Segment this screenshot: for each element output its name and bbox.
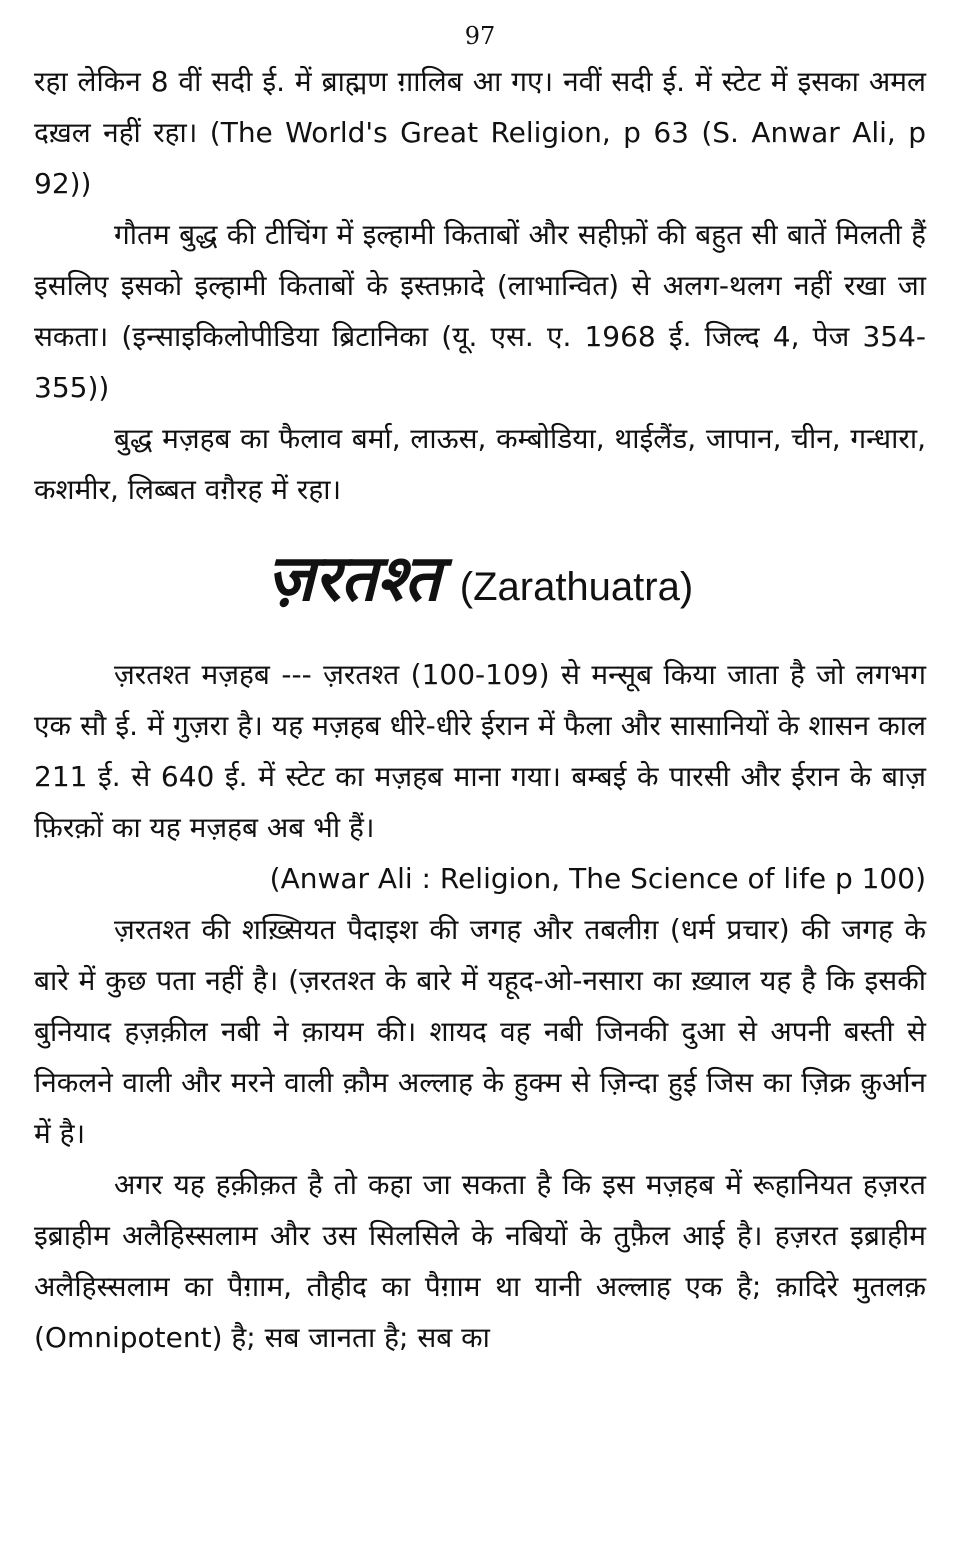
paragraph-3: बुद्ध मज़हब का फैलाव बर्मा, लाऊस, कम्बोडिया, थाईलैंड, जापान, चीन, गन्धारा, कशमीर, लिब्बत वग़ैरह में रहा। — [34, 422, 926, 506]
section-heading-hindi: ज़रतश्त — [266, 541, 441, 616]
paragraph-1: रहा लेकिन 8 वीं सदी ई. में ब्राह्मण ग़ालिब आ गए। नवीं सदी ई. में स्टेट में इसका अमल दख़ल नहीं रहा। (The World's Great Religion, p 63 (S. Anwar Ali, p 92)) — [34, 65, 926, 200]
paragraph-4: ज़रतश्त मज़हब --- ज़रतश्त (100-109) से मन्सूब किया जाता है जो लगभग एक सौ ई. में गुज़रा है। यह मज़हब धीरे-धीरे ईरान में फैला और सासानियों के शासन काल 211 ई. से 640 ई. में स्टेट का मज़हब माना गया। बम्बई के पारसी और ईरान के बाज़ फ़िरक़ों का यह मज़हब अब भी हैं। — [34, 658, 926, 844]
page-number: 97 — [464, 22, 496, 50]
reference-citation: (Anwar Ali : Religion, The Science of life p 100) — [269, 862, 926, 895]
section-heading-latin: (Zarathuatra) — [459, 565, 694, 609]
section-heading — [34, 541, 926, 633]
paragraph-6: ज़रतश्त की शख़्सियत पैदाइश की जगह और तबलीग़ (धर्म प्रचार) की जगह के बारे में कुछ पता नहीं है। (ज़रतश्त के बारे में यहूद-ओ-नसारा का ख़्याल यह है कि इसकी बुनियाद हज़क़ील नबी ने क़ायम की। शायद वह नबी जिनकी दुआ से अपनी बस्ती से निकलने वाली और मरने वाली क़ौम अल्लाह के हुक्म से ज़िन्दा हुई जिस का ज़िक्र क़ुर्आन में है। — [34, 913, 926, 1150]
paragraph-2: गौतम बुद्ध की टीचिंग में इल्हामी किताबों और सहीफ़ों की बहुत सी बातें मिलती हैं इसलिए इसको इल्हामी किताबों के इस्तफ़ादे (लाभान्वित) से अलग-थलग नहीं रखा जा सकता। (इन्साइकिलोपीडिया ब्रिटानिका (यू. एस. ए. 1968 ई. जिल्द 4, पेज 354-355)) — [34, 218, 926, 404]
paragraph-7: अगर यह हक़ीक़त है तो कहा जा सकता है कि इस मज़हब में रूहानियत हज़रत इब्राहीम अलैहिस्सलाम और उस सिलसिले के नबियों के तुफ़ैल आई है। हज़रत इब्राहीम अलैहिस्सलाम का पैग़ाम, तौहीद का पैग़ाम था यानी अल्लाह एक है; क़ादिरे मुतलक़ (Omnipotent) है; सब जानता है; सब का — [34, 1168, 926, 1354]
